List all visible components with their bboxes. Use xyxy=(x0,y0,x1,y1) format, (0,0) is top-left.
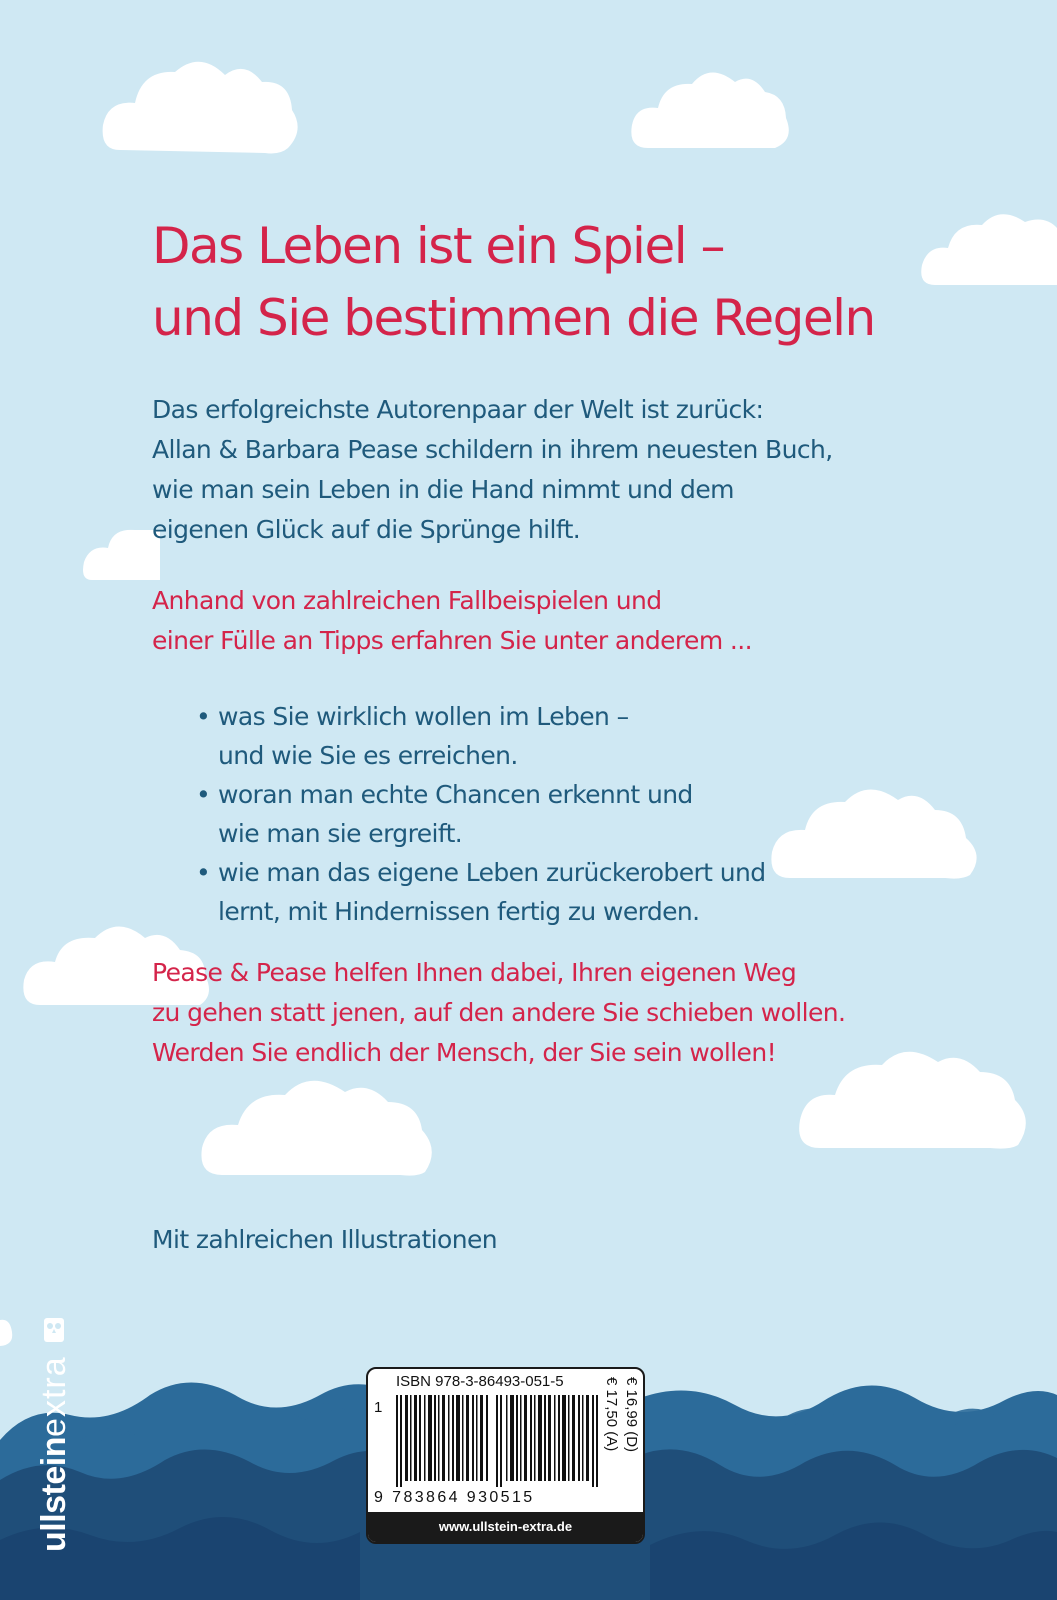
barcode-lead-digit: 1 xyxy=(374,1399,383,1416)
bullet-list xyxy=(196,697,1016,931)
list-item xyxy=(196,775,1016,853)
closing-line: zu gehen statt jenen, auf den andere Sie schieben wollen. xyxy=(152,998,846,1027)
price-austria: € 17,50 (A) xyxy=(603,1377,620,1452)
illustrations-note-text: Mit zahlreichen Illustrationen xyxy=(152,1225,497,1254)
closing-paragraph xyxy=(152,953,1032,1073)
bullet-marker: • xyxy=(196,702,211,731)
closing-line: Pease & Pease helfen Ihnen dabei, Ihren eigenen Weg xyxy=(152,958,797,987)
headline-line-2: und Sie bestimmen die Regeln xyxy=(152,289,875,347)
logo-extra: extra xyxy=(35,1356,73,1437)
lead-in-line: Anhand von zahlreichen Fallbeispielen und xyxy=(152,586,662,615)
lead-in-line: einer Fülle an Tipps erfahren Sie unter anderem ... xyxy=(152,626,752,655)
bullet-marker: • xyxy=(196,780,211,809)
logo-ullstein: ullstein xyxy=(35,1436,73,1552)
list-item xyxy=(196,697,1016,775)
price-germany: € 16,99 (D) xyxy=(623,1377,640,1453)
publisher-logo xyxy=(35,1316,74,1552)
bullet-line: lernt, mit Hindernissen fertig zu werden. xyxy=(218,897,700,926)
bullet-line: was Sie wirklich wollen im Leben – xyxy=(218,702,629,731)
illustrations-note xyxy=(152,1220,1032,1260)
closing-line: Werden Sie endlich der Mensch, der Sie sein wollen! xyxy=(152,1038,777,1067)
headline xyxy=(152,210,1012,354)
intro-line: Allan & Barbara Pease schildern in ihrem neuesten Buch, xyxy=(152,435,833,464)
bullet-line: wie man sie ergreift. xyxy=(218,819,463,848)
intro-line: wie man sein Leben in die Hand nimmt und dem xyxy=(152,475,734,504)
barcode-label xyxy=(366,1367,645,1544)
headline-line-1: Das Leben ist ein Spiel – xyxy=(152,217,724,275)
bullet-line: wie man das eigene Leben zurückerobert und xyxy=(218,858,766,887)
intro-paragraph xyxy=(152,390,1032,550)
publisher-url: www.ullstein-extra.de xyxy=(368,1512,643,1542)
intro-line: Das erfolgreichste Autorenpaar der Welt ist zurück: xyxy=(152,395,764,424)
bullet-line: woran man echte Chancen erkennt und xyxy=(218,780,693,809)
intro-line: eigenen Glück auf die Sprünge hilft. xyxy=(152,515,581,544)
barcode-bars xyxy=(396,1395,606,1487)
lead-in-paragraph xyxy=(152,581,1032,661)
owl-icon xyxy=(39,1316,69,1344)
bullet-marker: • xyxy=(196,858,211,887)
barcode-digits: 9 783864 930515 xyxy=(374,1489,535,1506)
isbn-number: ISBN 978-3-86493-051-5 xyxy=(396,1373,564,1390)
bullet-line: und wie Sie es erreichen. xyxy=(218,741,518,770)
list-item xyxy=(196,853,1016,931)
